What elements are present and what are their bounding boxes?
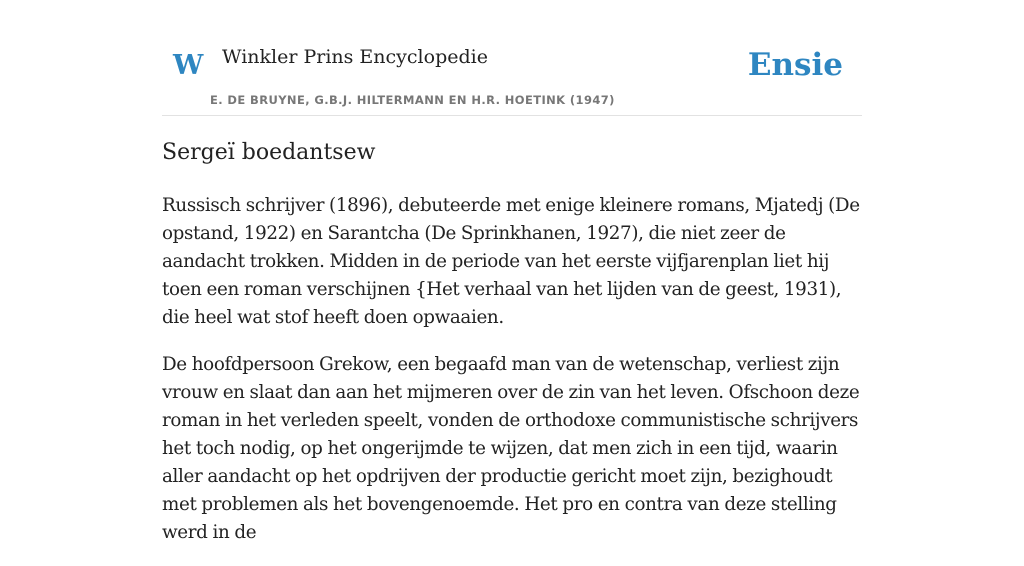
ensie-brand-link[interactable]: Ensie	[747, 47, 843, 83]
site-header	[162, 0, 862, 116]
winkler-prins-logo[interactable]: W	[173, 50, 204, 81]
article-body	[162, 192, 862, 566]
site-title[interactable]: Winkler Prins Encyclopedie	[222, 46, 488, 68]
page-container	[162, 0, 862, 543]
site-subtitle: E. DE BRUYNE, G.B.J. HILTERMANN EN H.R. HOETINK (1947)	[210, 93, 615, 107]
article-title: Sergeï boedantsew	[162, 140, 376, 165]
article-paragraph: Russisch schrijver (1896), debuteerde met enige kleinere romans, Mjatedj (De opstand, 1922) en Sarantcha (De Sprinkhanen, 1927), die niet zeer de aandacht trokken. Midden in de periode van het eerste vijfjarenplan liet hij toen een roman verschijnen {Het verhaal van het lijden van de geest, 1931), die heel wat stof heeft doen opwaaien.	[162, 195, 860, 328]
article-paragraph: De hoofdpersoon Grekow, een begaafd man van de wetenschap, verliest zijn vrouw en slaat dan aan het mijmeren over de zin van het leven. Ofschoon deze roman in het verleden speelt, vonden de orthodoxe communistische schrijvers het toch nodig, op het ongerijmde te wijzen, dat men zich in een tijd, waarin aller aandacht op het opdrijven der productie gericht moet zijn, bezighoudt met problemen als het bovengenoemde. Het pro en contra van deze stelling werd in de	[162, 354, 860, 543]
